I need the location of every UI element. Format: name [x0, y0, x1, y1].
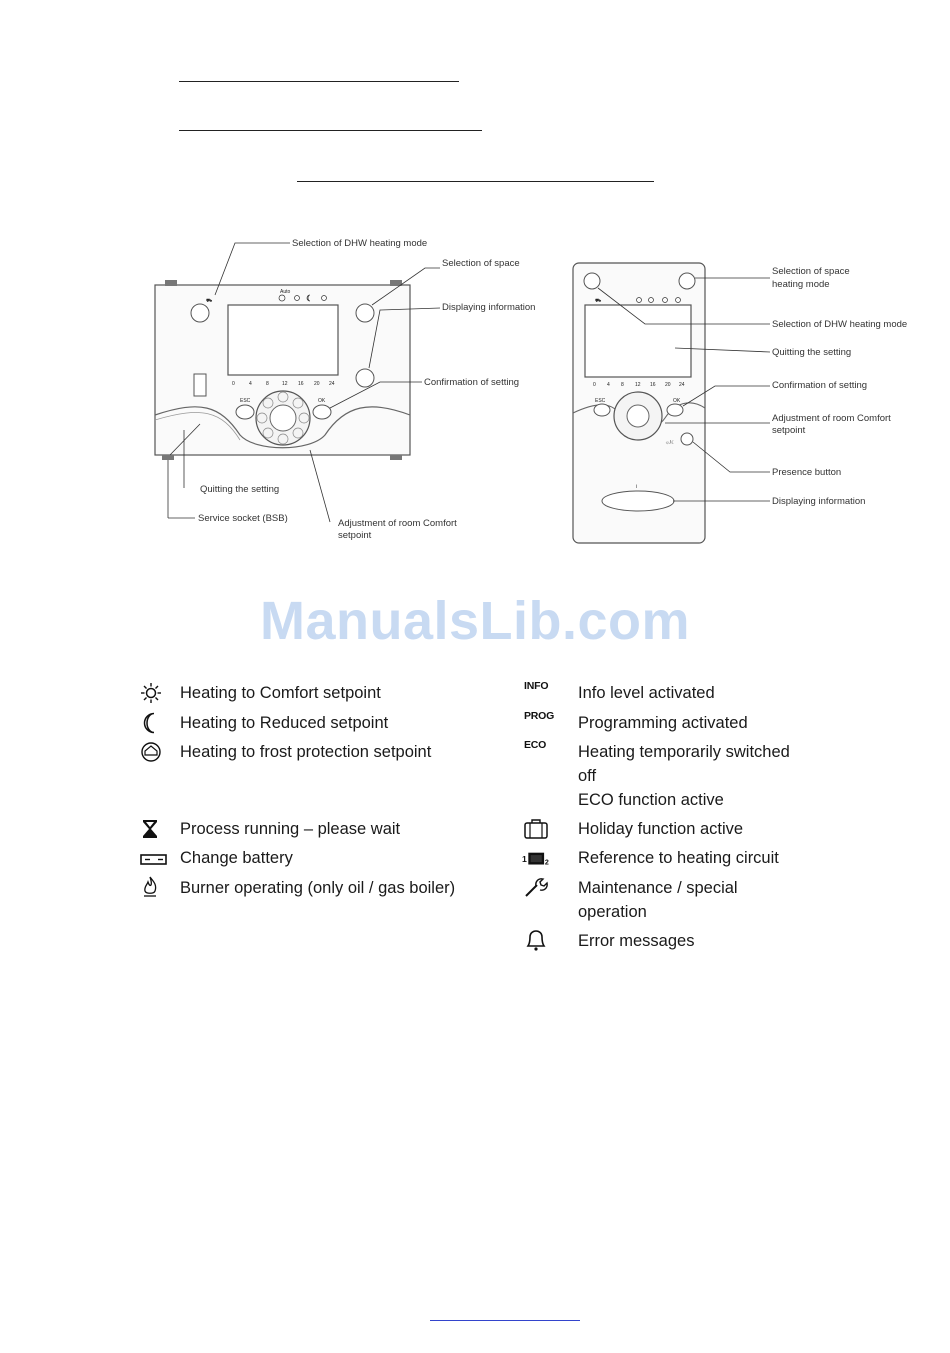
prog-icon: PROG — [524, 710, 555, 722]
moon-icon — [140, 712, 170, 734]
battery-icon — [140, 848, 170, 870]
legend-left-text-4: Process running – please wait — [180, 820, 401, 838]
svg-text:☼/☾: ☼/☾ — [665, 440, 676, 446]
heading-rule-1 — [179, 81, 459, 82]
label-quit: Quitting the setting — [200, 484, 280, 495]
label-adjust-right-2: setpoint — [772, 425, 806, 436]
ok-label-right: OK — [673, 398, 681, 404]
svg-text:24: 24 — [329, 381, 335, 387]
suitcase-icon — [523, 818, 553, 840]
label-space-mode: Selection of space — [442, 258, 520, 269]
legend-right-text-4: Holiday function active — [578, 820, 744, 838]
auto-label: Auto — [280, 289, 291, 295]
heading-rule-2 — [179, 130, 482, 131]
label-adjust-1: Adjustment of room Comfort — [338, 518, 457, 529]
legend-left-text-1: Heating to Comfort setpoint — [180, 684, 381, 702]
svg-text:⛟: ⛟ — [595, 298, 602, 304]
label-dhw-mode-right: Selection of DHW heating mode — [772, 319, 908, 330]
ok-label: OK — [318, 398, 326, 404]
label-display-info: Displaying information — [442, 302, 536, 313]
room-unit-diagram — [565, 258, 925, 548]
svg-text:2: 2 — [544, 858, 549, 867]
footer-link[interactable] — [430, 1320, 580, 1321]
label-presence: Presence button — [772, 467, 842, 478]
legend-right-text-6b: operation — [578, 903, 647, 921]
watermark: ManualsLib.com — [259, 591, 691, 651]
legend-right-text-3: Heating temporarily switched — [578, 743, 790, 761]
label-space-mode-2: heating mode — [772, 279, 830, 290]
legend-right-text-1: Info level activated — [578, 684, 715, 702]
sun-icon — [140, 682, 170, 704]
esc-label-right: ESC — [595, 398, 606, 404]
label-quit-right: Quitting the setting — [772, 347, 852, 358]
legend-right-text-7: Error messages — [578, 932, 695, 950]
label-adjust-2: setpoint — [338, 530, 372, 541]
label-confirm-right: Confirmation of setting — [772, 380, 868, 391]
wrench-icon — [523, 876, 553, 898]
legend-left-text-2: Heating to Reduced setpoint — [180, 714, 389, 732]
legend-right-text-3b: off — [578, 767, 597, 785]
label-service-socket: Service socket (BSB) — [198, 513, 288, 524]
operator-unit-diagram — [140, 230, 550, 550]
svg-text:4: 4 — [249, 381, 252, 387]
svg-text:1: 1 — [522, 854, 527, 865]
svg-text:24: 24 — [679, 382, 685, 388]
svg-text:i: i — [636, 484, 638, 490]
svg-text:0: 0 — [593, 382, 596, 388]
svg-text:20: 20 — [665, 382, 671, 388]
heading-rule-3 — [297, 181, 654, 182]
hourglass-icon — [140, 818, 170, 840]
svg-text:4: 4 — [607, 382, 610, 388]
svg-text:8: 8 — [621, 382, 624, 388]
esc-label: ESC — [240, 398, 251, 404]
svg-text:20: 20 — [314, 381, 320, 387]
label-confirm: Confirmation of setting — [424, 377, 520, 388]
circuit-icon — [522, 848, 552, 870]
label-adjust-right-1: Adjustment of room Comfort — [772, 413, 891, 424]
legend-right-text-3c: ECO function active — [578, 791, 724, 809]
legend-right-text-6: Maintenance / special — [578, 879, 738, 897]
legend-right-text-5: Reference to heating circuit — [578, 849, 779, 867]
label-display-info-right: Displaying information — [772, 496, 866, 507]
svg-text:12: 12 — [635, 382, 641, 388]
svg-text:16: 16 — [298, 381, 304, 387]
legend-left-text-6: Burner operating (only oil / gas boiler) — [180, 879, 456, 897]
svg-text:16: 16 — [650, 382, 656, 388]
label-dhw-mode: Selection of DHW heating mode — [292, 238, 428, 249]
svg-text:8: 8 — [266, 381, 269, 387]
legend-left-text-5: Change battery — [180, 849, 293, 867]
flame-icon — [140, 876, 170, 898]
info-icon: INFO — [524, 680, 549, 692]
eco-icon: ECO — [524, 739, 547, 751]
frost-icon — [140, 741, 170, 763]
svg-text:⛟: ⛟ — [206, 298, 213, 304]
label-space-mode-1: Selection of space — [772, 266, 850, 277]
bell-icon — [524, 929, 554, 951]
legend-right-text-2: Programming activated — [578, 714, 748, 732]
svg-text:12: 12 — [282, 381, 288, 387]
legend-left-text-3: Heating to frost protection setpoint — [180, 743, 432, 761]
svg-text:0: 0 — [232, 381, 235, 387]
